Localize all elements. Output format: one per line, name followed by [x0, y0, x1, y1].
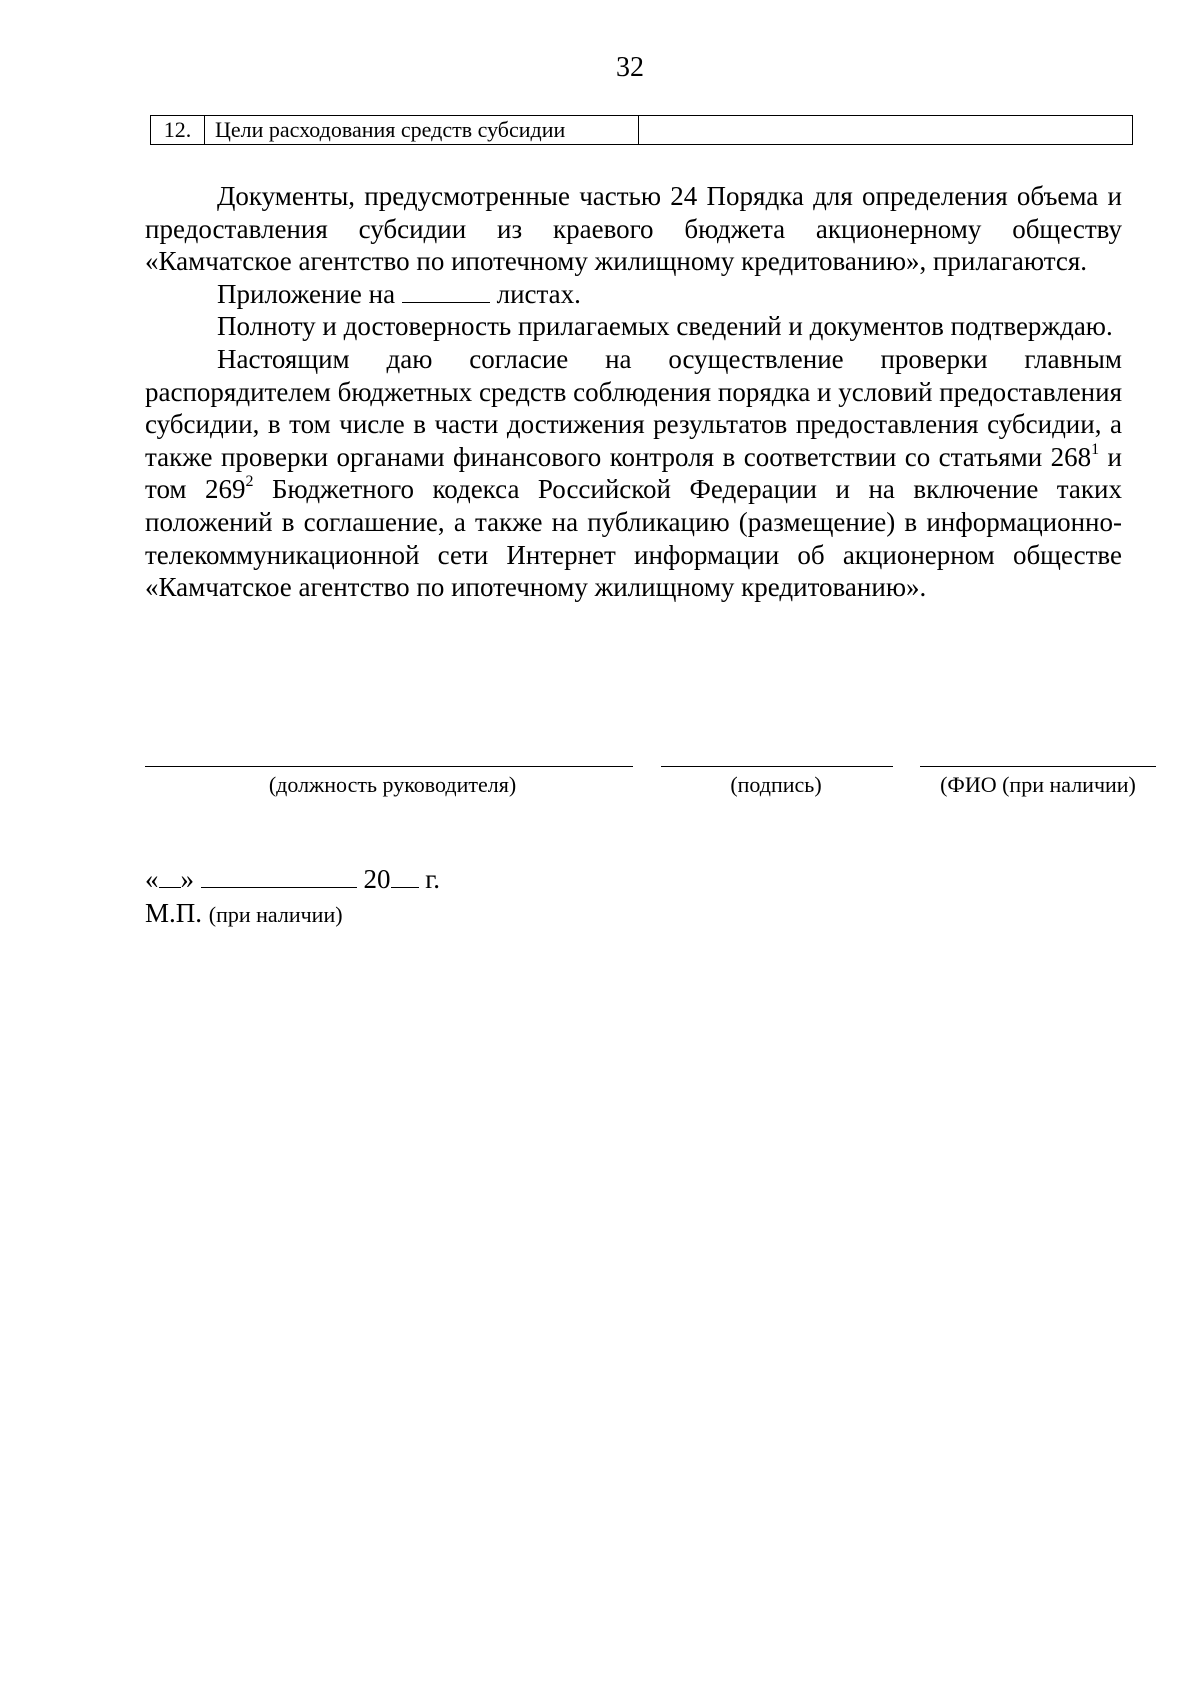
signature-line: [661, 766, 893, 767]
consent-part2: и том 269: [145, 441, 1122, 505]
date-open-quote: «: [145, 864, 159, 894]
year-prefix: 20: [363, 864, 391, 894]
date-close-quote: »: [180, 864, 194, 894]
stamp-note: (при наличии): [208, 902, 343, 927]
year-blank: [391, 865, 419, 888]
name-signature-line: [920, 766, 1156, 767]
day-blank: [159, 865, 181, 888]
documents-paragraph: Документы, предусмотренные частью 24 Порядка для определения объема и предоставления субсидии из краевого бюджета акционерному обществу «Камчатское агентство по ипотечному жилищному кредитованию», прилагаются.: [145, 181, 1122, 277]
position-signature-line: [145, 766, 633, 767]
consent-part1: Настоящим даю согласие на осуществление проверки главным распорядителем бюджетных средств соблюдения порядка и условий предоставления субсидии, в том числе в части достижения результатов предоставления субсидии, а также проверки органами финансового контроля в соответствии со статьями 268: [145, 343, 1122, 472]
footnote-2: 2: [245, 473, 254, 491]
signature-label: (подпись): [730, 772, 822, 797]
table-row: [150, 115, 1133, 145]
stamp-mp: М.П.: [145, 898, 203, 928]
consent-part3: Бюджетного кодекса Российской Федерации и на включение таких положений в соглашение, а также на публикацию (размещение) в информационно-телекоммуникационной сети Интернет информации об акционерном обществе «Камчатское агентство по ипотечному жилищному кредитованию».: [145, 474, 1122, 603]
position-label: (должность руководителя): [268, 772, 517, 797]
row-value: [639, 116, 1132, 144]
page-number: 32: [616, 52, 644, 83]
month-blank: [201, 865, 357, 888]
name-label: (ФИО (при наличии): [940, 772, 1136, 797]
appendix-after: листах.: [496, 278, 581, 309]
year-suffix: г.: [418, 864, 441, 894]
document-body: [145, 180, 1122, 604]
consent-paragraph: [145, 343, 1122, 604]
row-label: Цели расходования средств субсидии: [205, 116, 639, 144]
confirmation-paragraph: Полноту и достоверность прилагаемых сведений и документов подтверждаю.: [217, 311, 1113, 342]
date-line: [145, 864, 440, 895]
footnote-1: 1: [1091, 440, 1100, 458]
sheets-count-blank: [402, 280, 490, 303]
stamp-line: [145, 898, 343, 929]
appendix-line: [145, 278, 1122, 311]
row-number: 12.: [151, 116, 205, 144]
appendix-before: Приложение на: [217, 278, 396, 309]
